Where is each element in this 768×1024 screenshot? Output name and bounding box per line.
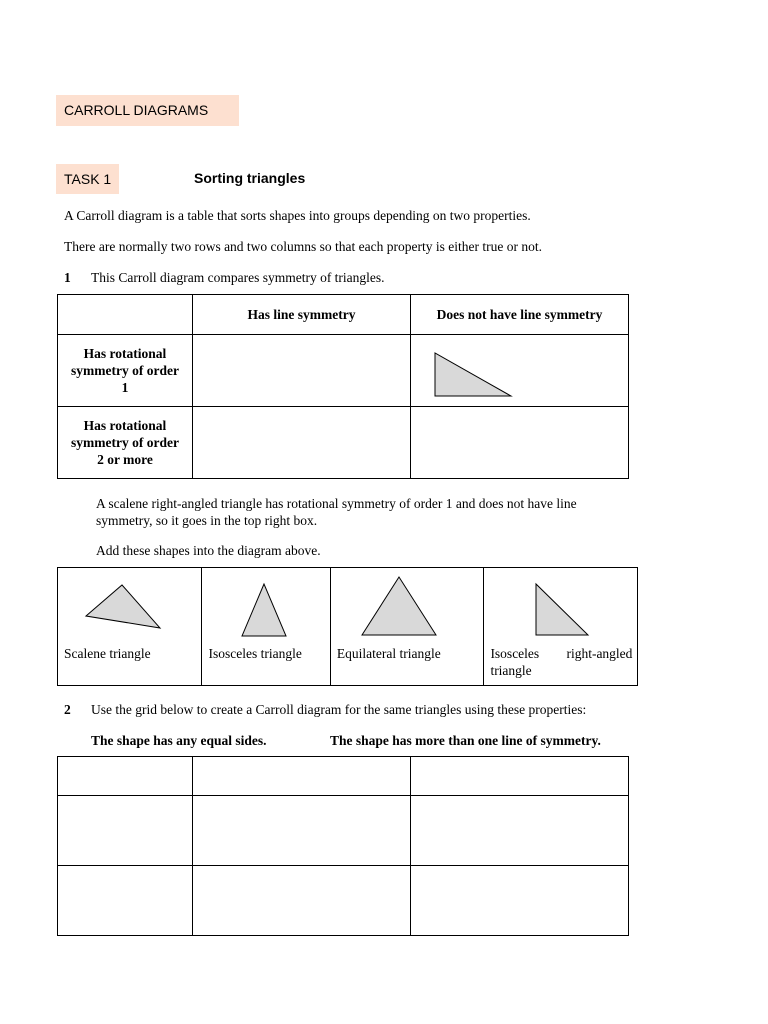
col-header-has-line-symmetry: Has line symmetry	[193, 295, 411, 335]
intro-paragraph-2: There are normally two rows and two columns so that each property is either true or not.	[64, 239, 542, 254]
worksheet-title: CARROLL DIAGRAMS	[56, 95, 239, 126]
carroll-diagram-blank-grid	[57, 756, 629, 936]
shapes-table	[57, 567, 638, 686]
cell-noline-order-2[interactable]	[411, 407, 629, 479]
shape-label-isosceles-right: Isosceles right-angled triangle	[490, 646, 633, 678]
grid-col-header-1[interactable]	[193, 757, 411, 796]
cell-noline-order-1[interactable]	[411, 335, 629, 407]
question-2-text: Use the grid below to create a Carroll diagram for the same triangles using these properties:	[91, 702, 587, 717]
grid-corner-cell[interactable]	[58, 757, 193, 796]
intro-paragraph-1: A Carroll diagram is a table that sorts shapes into groups depending on two properties.	[64, 208, 531, 223]
property-b: The shape has more than one line of symmetry.	[330, 733, 601, 748]
question-2-number: 2	[64, 702, 71, 717]
shape-cell-equilateral[interactable]	[330, 568, 484, 686]
instruction-text: Add these shapes into the diagram above.	[96, 543, 321, 558]
carroll-diagram-symmetry	[57, 294, 629, 479]
cell-line-order-2[interactable]	[193, 407, 411, 479]
grid-cell-2-2[interactable]	[411, 866, 629, 936]
grid-cell-2-1[interactable]	[193, 866, 411, 936]
question-2	[64, 702, 586, 718]
shape-cell-scalene[interactable]	[58, 568, 202, 686]
grid-cell-1-1[interactable]	[193, 796, 411, 866]
grid-col-header-2[interactable]	[411, 757, 629, 796]
scalene-right-triangle-shape	[411, 335, 628, 407]
shape-cell-isosceles[interactable]	[202, 568, 330, 686]
scalene-triangle-shape	[58, 568, 201, 686]
row-header-rotational-order-1: Has rotational symmetry of order 1	[58, 335, 193, 407]
question-1	[64, 270, 385, 286]
cell-line-order-1[interactable]	[193, 335, 411, 407]
shape-label-scalene: Scalene triangle	[64, 646, 151, 661]
shape-label-isosceles: Isosceles triangle	[208, 646, 302, 661]
row-header-rotational-order-2: Has rotational symmetry of order 2 or more	[58, 407, 193, 479]
question-1-text: This Carroll diagram compares symmetry of triangles.	[91, 270, 385, 285]
grid-row-header-1[interactable]	[58, 796, 193, 866]
grid-row-header-2[interactable]	[58, 866, 193, 936]
question-1-number: 1	[64, 270, 71, 285]
isosceles-triangle-shape	[202, 568, 329, 686]
shape-cell-isosceles-right[interactable]	[484, 568, 638, 686]
col-header-no-line-symmetry: Does not have line symmetry	[411, 295, 629, 335]
grid-cell-1-2[interactable]	[411, 796, 629, 866]
task-label: TASK 1	[56, 164, 119, 194]
task-heading: Sorting triangles	[194, 170, 306, 186]
property-a: The shape has any equal sides.	[91, 733, 267, 748]
shape-label-equilateral: Equilateral triangle	[336, 646, 441, 661]
equilateral-triangle-shape	[331, 568, 483, 686]
explanation-text: A scalene right-angled triangle has rotational symmetry of order 1 and does not have line symmetry, so it goes in the top right box.	[96, 496, 577, 528]
corner-cell	[58, 295, 193, 335]
